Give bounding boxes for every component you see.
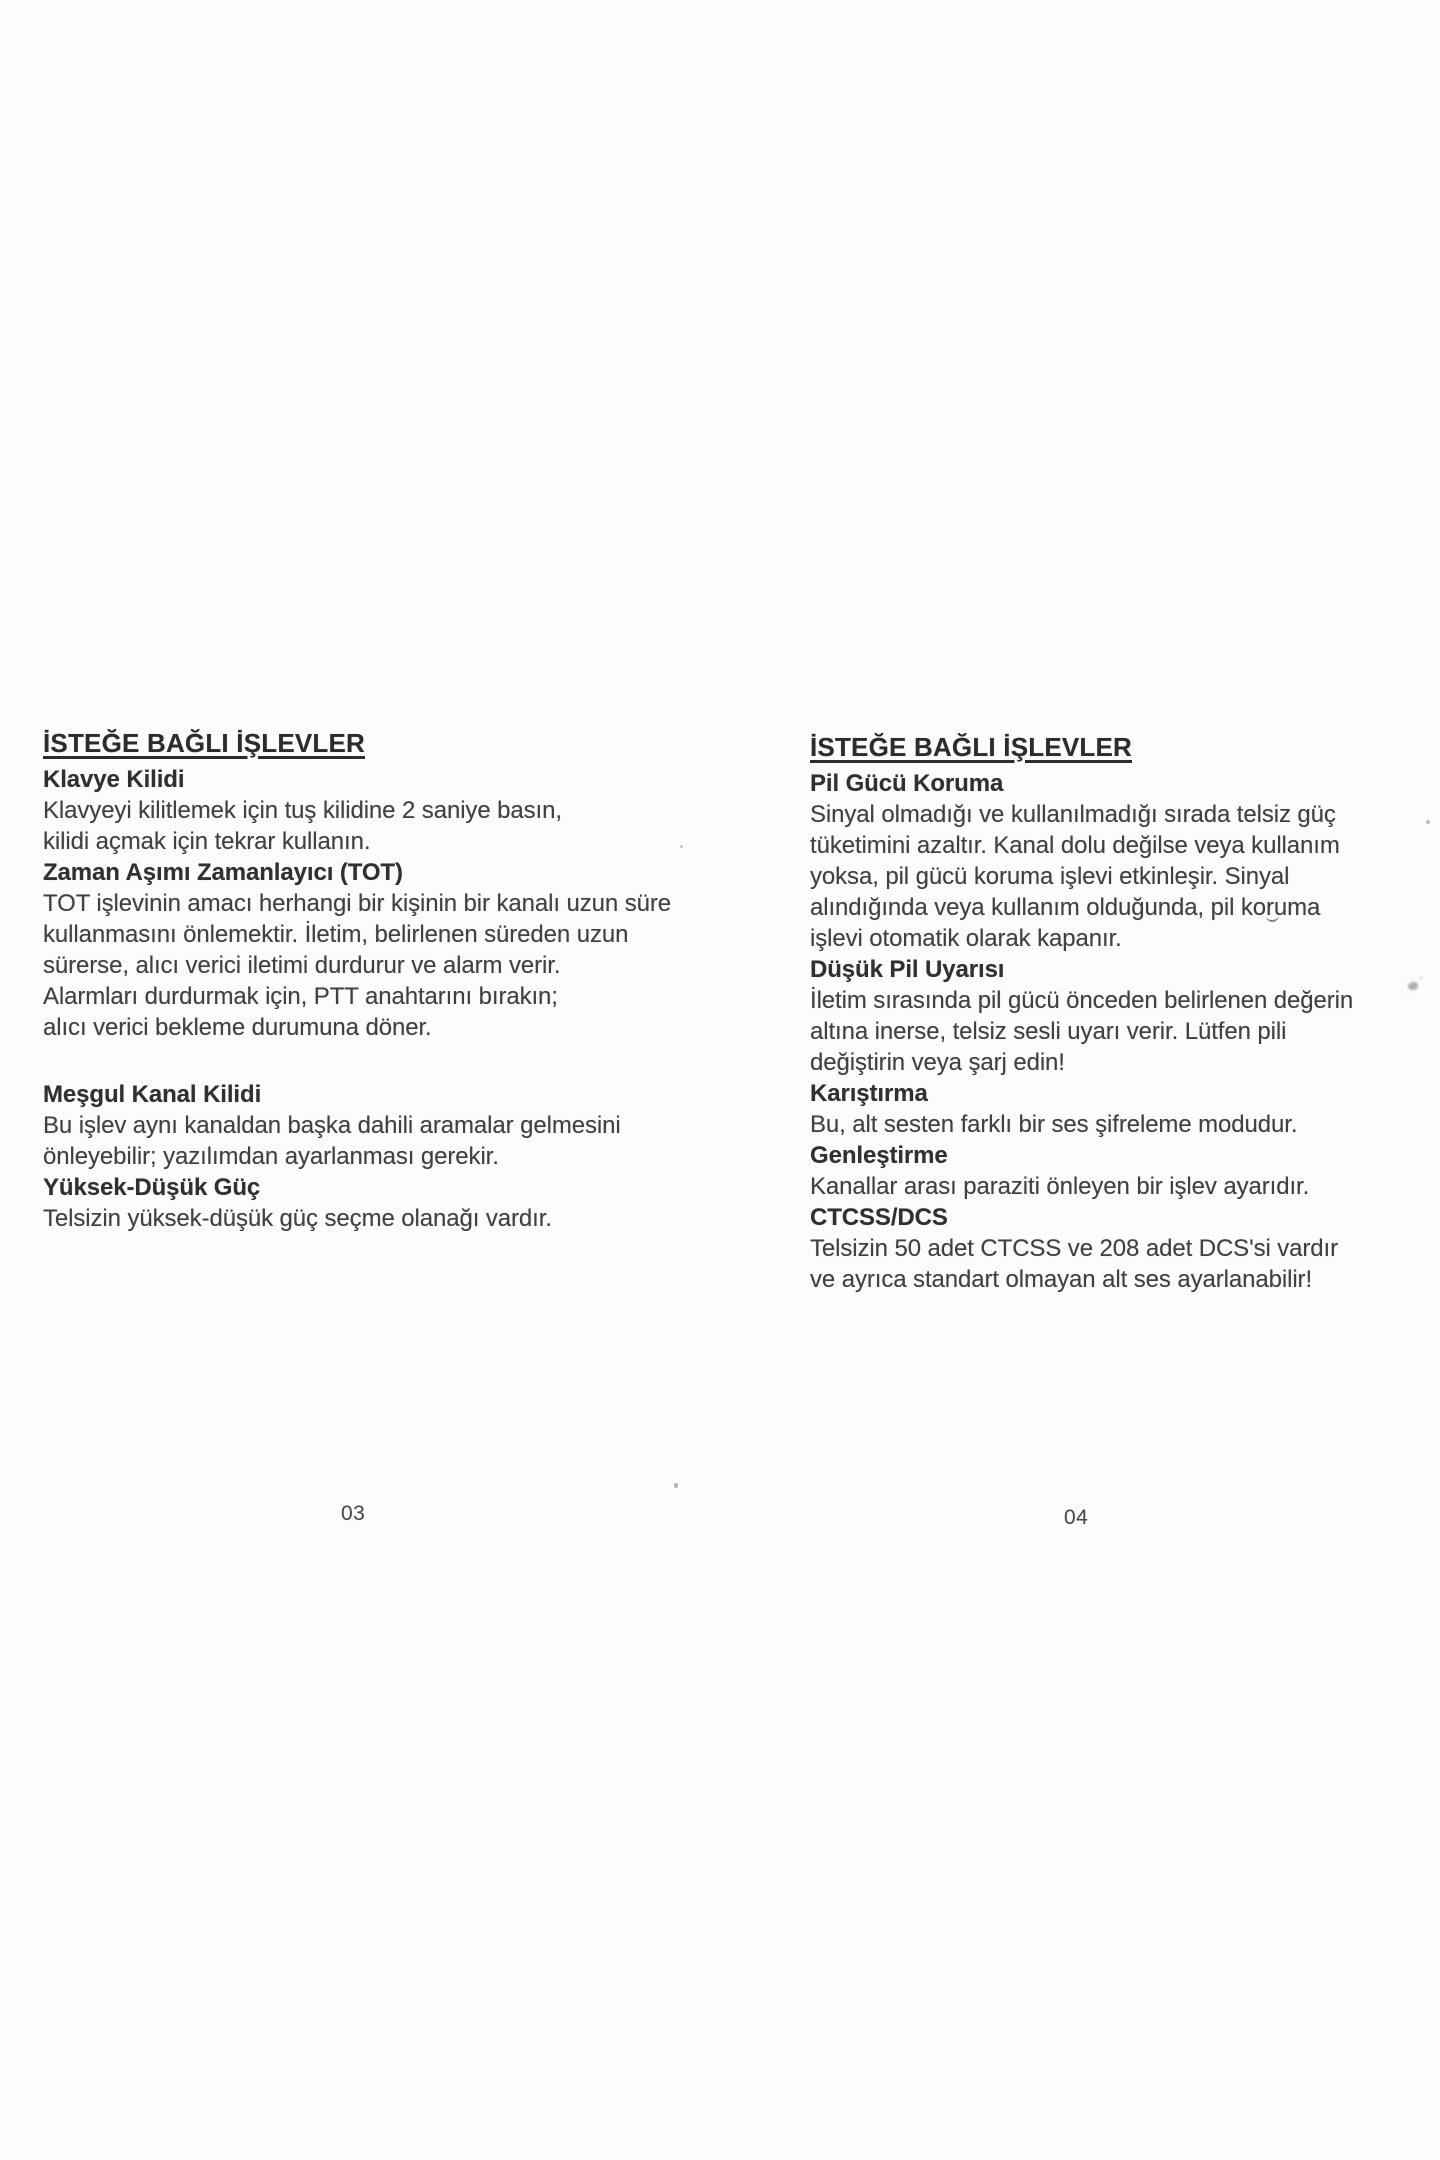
body-line: Sinyal olmadığı ve kullanılmadığı sırada telsiz güç <box>810 801 1336 828</box>
body-line: önleyebilir; yazılımdan ayarlanması gerekir. <box>43 1143 499 1170</box>
feature-heading: Genleştirme <box>810 1142 948 1169</box>
page-column-left <box>43 726 723 1234</box>
body-line: altına inerse, telsiz sesli uyarı verir. Lütfen pili <box>810 1018 1287 1045</box>
body-line: Telsizin yüksek-düşük güç seçme olanağı vardır. <box>43 1205 552 1232</box>
body-line: değiştirin veya şarj edin! <box>810 1049 1065 1076</box>
feature-heading: Pil Gücü Koruma <box>810 770 1004 797</box>
body-line: TOT işlevinin amacı herhangi bir kişinin bir kanalı uzun süre <box>43 890 671 917</box>
page-column-right <box>810 730 1410 1295</box>
scan-artifact-dot <box>680 845 683 848</box>
body-line: Bu işlev aynı kanaldan başka dahili aramalar gelmesini <box>43 1112 621 1139</box>
feature-heading: CTCSS/DCS <box>810 1204 948 1231</box>
body-line: alındığında veya kullanım olduğunda, pil koruma <box>810 894 1321 921</box>
body-line: işlevi otomatik olarak kapanır. <box>810 925 1122 952</box>
feature-heading: Meşgul Kanal Kilidi <box>43 1081 262 1108</box>
body-line: Bu, alt sesten farklı bir ses şifreleme modudur. <box>810 1111 1298 1138</box>
page-number: 04 <box>1064 1506 1089 1529</box>
feature-heading: Klavye Kilidi <box>43 766 185 793</box>
body-line: yoksa, pil gücü koruma işlevi etkinleşir. Sinyal <box>810 863 1290 890</box>
feature-heading: Yüksek-Düşük Güç <box>43 1174 261 1201</box>
scan-artifact-smudge <box>1408 982 1418 990</box>
section-heading: İSTEĞE BAĞLI İŞLEVLER <box>43 728 366 758</box>
page-number: 03 <box>341 1502 366 1525</box>
body-line: kilidi açmak için tekrar kullanın. <box>43 828 371 855</box>
body-line: Klavyeyi kilitlemek için tuş kilidine 2 saniye basın, <box>43 797 562 824</box>
body-line: tüketimini azaltır. Kanal dolu değilse veya kullanım <box>810 832 1340 859</box>
scan-artifact-dot <box>674 1483 678 1488</box>
paragraph-gap <box>43 1043 723 1079</box>
body-line: Telsizin 50 adet CTCSS ve 208 adet DCS'si vardır <box>810 1235 1339 1262</box>
body-line: ve ayrıca standart olmayan alt ses ayarlanabilir! <box>810 1266 1313 1293</box>
section-heading: İSTEĞE BAĞLI İŞLEVLER <box>810 732 1133 762</box>
feature-heading: Zaman Aşımı Zamanlayıcı (TOT) <box>43 859 403 886</box>
body-line: kullanmasını önlemektir. İletim, belirlenen süreden uzun <box>43 921 629 948</box>
body-line: Alarmları durdurmak için, PTT anahtarını bırakın; <box>43 983 558 1010</box>
feature-heading: Düşük Pil Uyarısı <box>810 956 1005 983</box>
body-line: sürerse, alıcı verici iletimi durdurur ve alarm verir. <box>43 952 561 979</box>
feature-heading: Karıştırma <box>810 1080 928 1107</box>
body-line: Kanallar arası paraziti önleyen bir işlev ayarıdır. <box>810 1173 1310 1200</box>
scan-artifact-dot <box>1426 820 1430 824</box>
body-line: İletim sırasında pil gücü önceden belirlenen değerin <box>810 987 1354 1014</box>
body-line: alıcı verici bekleme durumuna döner. <box>43 1014 432 1041</box>
